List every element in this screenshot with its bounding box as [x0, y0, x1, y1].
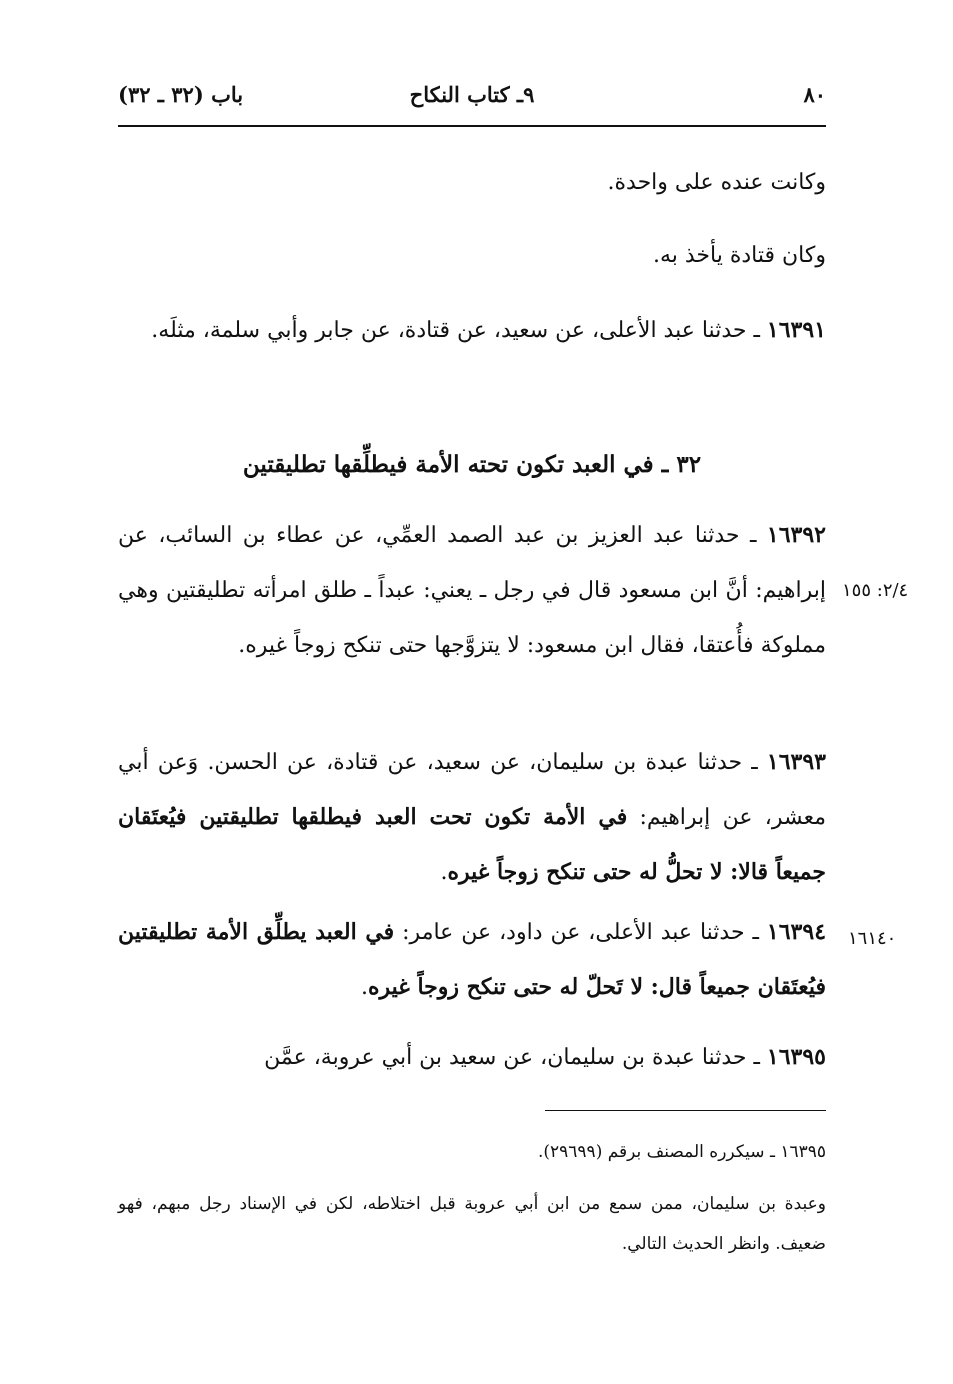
hadith-end: . — [360, 975, 368, 1000]
page-number: ٨٠ — [803, 82, 826, 107]
hadith-number: ١٦٣٩٤ — [766, 919, 827, 945]
hadith-number: ١٦٣٩٥ — [766, 1044, 826, 1070]
footnote-2: وعبدة بن سليمان، ممن سمع من ابن أبي عروبة قبل اختلاطه، لكن في الإسناد رجل مبهم، فهو ضعيف. وانظر الحديث التالي. — [118, 1194, 826, 1254]
hadith-text: ـ حدثنا عبد الأعلى، عن داود، عن عامر: — [394, 920, 767, 945]
hadith-text: ـ حدثنا عبد العزيز بن عبد الصمد العمِّي، عن عطاء بن السائب، عن إبراهيم: أنَّ ابن مسعود قال في رجل ـ يعني: عبداً ـ طلق امرأته تطليقتين وهي مملوكة فأُعتقا، فقال ابن مسعود: لا يتزوَّجها حتى تنكح زوجاً غيره. — [118, 523, 826, 658]
chapter-range: باب (٣٢ ـ ٣٢) — [118, 82, 244, 107]
footnote-rule — [545, 1110, 826, 1111]
hadith-text: ـ حدثنا عبد الأعلى، عن سعيد، عن قتادة، عن جابر وأبي سلمة، مثلَه. — [151, 318, 767, 343]
footnote-1: ١٦٣٩٥ ـ سيكرره المصنف برقم (٢٩٦٩٩). — [537, 1142, 826, 1162]
chapter-heading: ٣٢ ـ في العبد تكون تحته الأمة فيطلِّقها تطليقتين — [242, 451, 702, 478]
hadith-end: . — [440, 860, 448, 885]
hadith-number: ١٦٣٩٢ — [766, 522, 826, 548]
hadith-text: ـ حدثنا عبدة بن سليمان، عن سعيد، عن قتادة، عن الحسن. وَعن أبي معشر، عن إبراهيم: — [118, 750, 827, 830]
paragraph-1: وكانت عنده على واحدة. — [607, 170, 826, 195]
hadith-number: ١٦٣٩١ — [766, 317, 826, 343]
hadith-matn: في الأمة تكون تحت العبد فيطلقها تطليقتين فيُعتَقان جميعاً قالا: لا تحلُّ له حتى تنكح زوجاً غيره — [118, 804, 826, 885]
hadith-16393 — [118, 735, 826, 900]
paragraph-2: وكان قتادة يأخذ به. — [652, 243, 826, 268]
hadith-text: ـ حدثنا عبدة بن سليمان، عن سعيد بن أبي عروبة، عمَّن — [264, 1045, 767, 1070]
margin-reference: ٢/٤: ١٥٥ — [842, 580, 909, 601]
header-rule — [118, 125, 826, 127]
page-header — [118, 82, 826, 122]
hadith-number: ١٦٣٩٣ — [766, 749, 826, 775]
hadith-16392 — [118, 508, 826, 673]
hadith-16391 — [118, 303, 826, 358]
hadith-matn: في العبد يطلِّق الأمة تطليقتين فيُعتَقان جميعاً قال: لا تَحلّ له حتى تنكح زوجاً غيره — [118, 919, 826, 1000]
hadith-16394 — [118, 905, 826, 1015]
margin-reference: ١٦١٤٠ — [848, 928, 897, 949]
book-title: ٩ـ كتاب النكاح — [409, 82, 535, 107]
hadith-16395 — [118, 1030, 826, 1085]
